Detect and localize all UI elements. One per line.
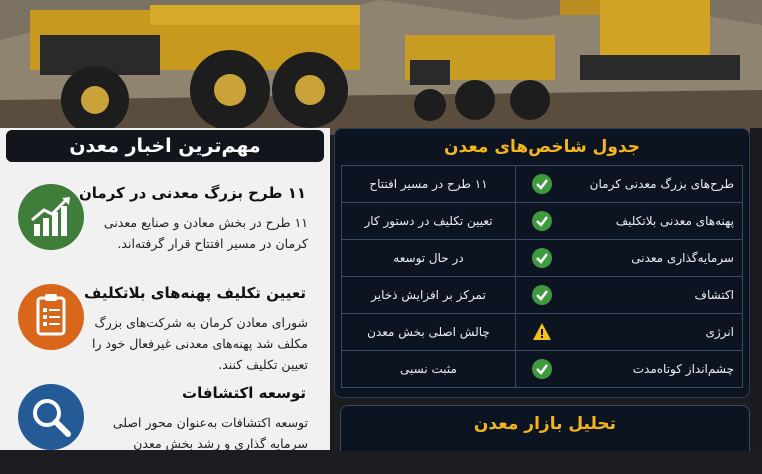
news-title: توسعه اکتشافات <box>182 384 306 402</box>
indicator-value: چالش اصلی بخش معدن <box>342 314 516 351</box>
table-row <box>342 203 743 240</box>
news-title: ۱۱ طرح بزرگ معدنی در کرمان <box>79 184 306 202</box>
magnifier-icon <box>18 384 84 450</box>
indicator-label-cell <box>516 166 743 203</box>
table-row <box>342 166 743 203</box>
news-body: توسعه اکتشافات به‌عنوان محور اصلی سرمایه گذاری و رشد بخش معدن <box>112 415 308 451</box>
news-item[interactable] <box>0 174 330 274</box>
check-icon <box>532 211 552 231</box>
chart-growth-icon <box>18 184 84 250</box>
check-icon <box>532 248 552 268</box>
indicator-label: اکتشاف <box>694 288 734 302</box>
indicator-label: چشم‌انداز کوتاه‌مدت <box>632 362 734 376</box>
news-heading: مهم‌ترین اخبار معدن <box>6 130 324 162</box>
news-body: ۱۱ طرح در بخش معادن و صنایع معدنی کرمان در مسیر افتتاح قرار گرفته‌اند. <box>103 215 308 251</box>
indicator-label: سرمایه‌گذاری معدنی <box>631 251 734 265</box>
indicator-label: انرژی <box>705 325 734 339</box>
indicator-value: ۱۱ طرح در مسیر افتتاح <box>342 166 516 203</box>
check-icon <box>532 285 552 305</box>
warning-icon <box>532 322 552 342</box>
indicator-value: در حال توسعه <box>342 240 516 277</box>
check-icon <box>532 174 552 194</box>
hero-mining-image <box>0 0 762 135</box>
side-strip <box>750 128 762 450</box>
indicator-label: طرح‌های بزرگ معدنی کرمان <box>589 177 734 191</box>
indicators-heading: جدول شاخص‌های معدن <box>444 137 640 157</box>
news-panel <box>0 128 330 450</box>
table-row <box>342 314 743 351</box>
clipboard-icon <box>18 284 84 350</box>
news-title: تعیین تکلیف پهنه‌های بلاتکلیف <box>84 284 306 302</box>
indicator-value: مثبت نسبی <box>342 351 516 388</box>
indicator-label-cell <box>516 277 743 314</box>
indicator-label: پهنه‌های معدنی بلاتکلیف <box>615 214 734 228</box>
indicator-label-cell <box>516 314 743 351</box>
check-icon <box>532 359 552 379</box>
indicator-label-cell <box>516 203 743 240</box>
market-heading: تحلیل بازار معدن <box>473 414 617 434</box>
table-row <box>342 351 743 388</box>
table-row <box>342 240 743 277</box>
indicator-value: تمرکز بر افزایش ذخایر <box>342 277 516 314</box>
news-item[interactable] <box>0 274 330 374</box>
indicators-table <box>341 165 743 388</box>
indicator-value: تعیین تکلیف در دستور کار <box>342 203 516 240</box>
indicators-panel <box>334 128 750 398</box>
indicator-label-cell <box>516 240 743 277</box>
market-analysis-panel <box>340 405 750 451</box>
indicator-label-cell <box>516 351 743 388</box>
news-item[interactable] <box>0 374 330 474</box>
news-body: شورای معادن کرمان به شرکت‌های بزرگ مکلف شد پهنه‌های معدنی غیرفعال خود را تعیین تکلیف کنند. <box>92 315 308 372</box>
table-row <box>342 277 743 314</box>
